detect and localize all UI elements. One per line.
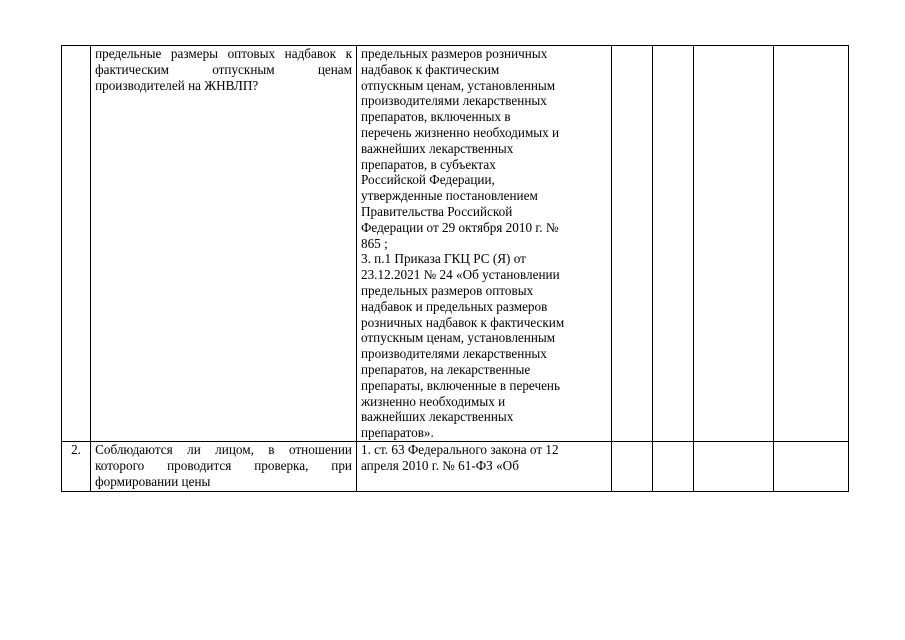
row-number-cell xyxy=(62,46,91,442)
references-cell: 1. ст. 63 Федерального закона от 12 апреля 2010 г. № 61-ФЗ «Об xyxy=(356,441,611,491)
empty-cell-yes xyxy=(612,441,653,491)
table-row xyxy=(62,46,849,442)
row-number-cell: 2. xyxy=(62,441,91,491)
empty-cell-yes xyxy=(612,46,653,442)
references-cell: предельных размеров розничных надбавок к фактическим отпускным ценам, установленным производителями лекарственных препаратов, включенных в перечень жизненно необходимых и важнейших лекарственных препаратов, в субъектах Российской Федерации, утвержденные постановлением Правительства Российской Федерации от 29 октября 2010 г. № 865 ; 3. п.1 Приказа ГКЦ РС (Я) от 23.12.2021 № 24 «Об установлении предельных размеров оптовых надбавок и предельных размеров розничных надбавок к фактическим отпускным ценам, установленным производителями лекарственных препаратов, на лекарственные препараты, включенные в перечень жизненно необходимых и важнейших лекарственных препаратов». xyxy=(356,46,611,442)
empty-cell-na xyxy=(693,46,773,442)
table-row xyxy=(62,441,849,491)
empty-cell-no xyxy=(653,441,694,491)
question-cell: Соблюдаются ли лицом, в отношении которого проводится проверка, при формировании цены xyxy=(91,441,357,491)
empty-cell-na xyxy=(693,441,773,491)
empty-cell-note xyxy=(773,441,848,491)
empty-cell-no xyxy=(653,46,694,442)
checklist-table xyxy=(61,45,849,492)
question-cell: предельные размеры оптовых надбавок к фактическим отпускным ценам производителей на ЖНВЛП? xyxy=(91,46,357,442)
empty-cell-note xyxy=(773,46,848,442)
